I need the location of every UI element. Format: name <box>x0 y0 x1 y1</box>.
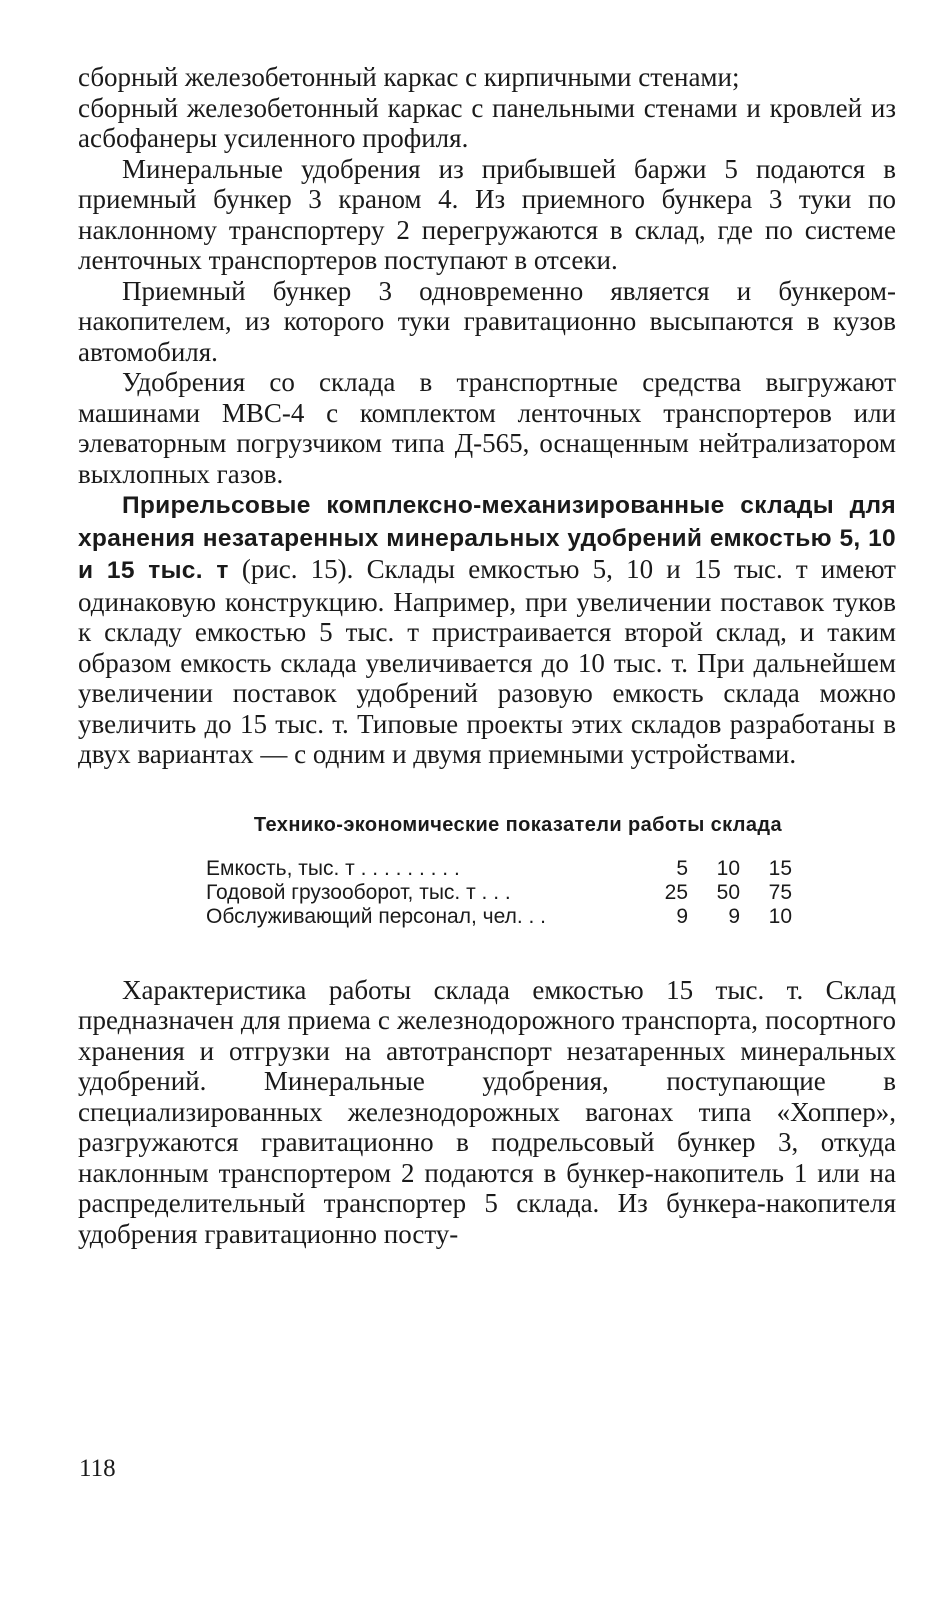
row-value: 75 <box>768 880 792 904</box>
paragraph-rail-warehouses <box>78 489 896 770</box>
paragraph-receiving-bunker: Приемный бункер 3 одновременно является и бункером-накопителем, из которого туки гравитационно высыпаются в кузов автомобиля. <box>78 275 896 367</box>
row-value: 9 <box>728 904 740 928</box>
section-text: (рис. 15). Склады емкостью 5, 10 и 15 тыс. т имеют одинаковую конструкцию. Например, при увеличении поставок туков к складу емкостью 5 тыс. т пристраивается второй склад, и таким образом емкость склада увеличивается до 10 тыс. т. При дальнейшем увеличении поставок удобрений разовую емкость склада можно увеличить до 15 тыс. т. Типовые проекты этих складов разработаны в двух вариантах — с одним и двумя приемными устройствами. <box>78 554 896 769</box>
table-title: Технико-экономические показатели работы склада <box>253 813 783 836</box>
row-value: 15 <box>768 856 792 880</box>
paragraph-frame-brick-walls: сборный железобетонный каркас с кирпичными стенами; <box>78 62 740 92</box>
row-label: Годовой грузооборот, тыс. т . . . <box>206 880 511 904</box>
indicators-table-block <box>78 814 896 929</box>
row-value: 5 <box>676 856 688 880</box>
row-value: 10 <box>768 904 792 928</box>
row-value: 10 <box>716 856 740 880</box>
table-row <box>206 857 792 881</box>
row-value: 9 <box>676 904 688 928</box>
section-heading: Прирельсовые комплексно-механизированные склады для хранения незатаренных минеральных удобрений емкостью 5, 10 и 15 тыс. т <box>78 492 896 584</box>
row-label: Обслуживающий персонал, чел. . . <box>206 904 547 928</box>
paragraph-warehouse-characteristics: Характеристика работы склада емкостью 15 тыс. т. Склад предназначен для приема с железнодорожного транспорта, посортного хранения и отгрузки на автотранспорт незатаренных минеральных удобрений. Минеральные удобрения, поступающие в специализированных железнодорожных вагонах типа «Хоппер», разгружаются гравитационно в подрельсовый бункер 3, откуда наклонным транспортером 2 подаются в бункер-накопитель 1 или на распределительный транспортер 5 склада. Из бункера-накопителя удобрения гравитационно посту- <box>78 974 896 1249</box>
row-value: 25 <box>664 880 688 904</box>
row-value: 50 <box>716 880 740 904</box>
indicators-table <box>206 857 792 929</box>
row-label: Емкость, тыс. т . . . . . . . . . <box>206 856 460 880</box>
paragraph-frame-panel-walls: сборный железобетонный каркас с панельными стенами и кровлей из асбофанеры усиленного профиля. <box>78 92 896 153</box>
paragraph-loading-machines: Удобрения со склада в транспортные средства выгружают машинами МВС-4 с комплектом ленточных транспортеров или элеваторным погрузчиком типа Д-565, оснащенным нейтрализатором выхлопных газов. <box>78 367 896 489</box>
table-row <box>206 881 792 905</box>
page-body <box>78 62 896 1249</box>
page-number: 118 <box>79 1455 116 1482</box>
table-row <box>206 905 792 929</box>
paragraph-barge-unloading: Минеральные удобрения из прибывшей баржи 5 подаются в приемный бункер 3 краном 4. Из приемного бункера 3 туки по наклонному транспортеру 2 перегружаются в склад, где по системе ленточных транспортеров поступают в отсеки. <box>78 153 896 275</box>
